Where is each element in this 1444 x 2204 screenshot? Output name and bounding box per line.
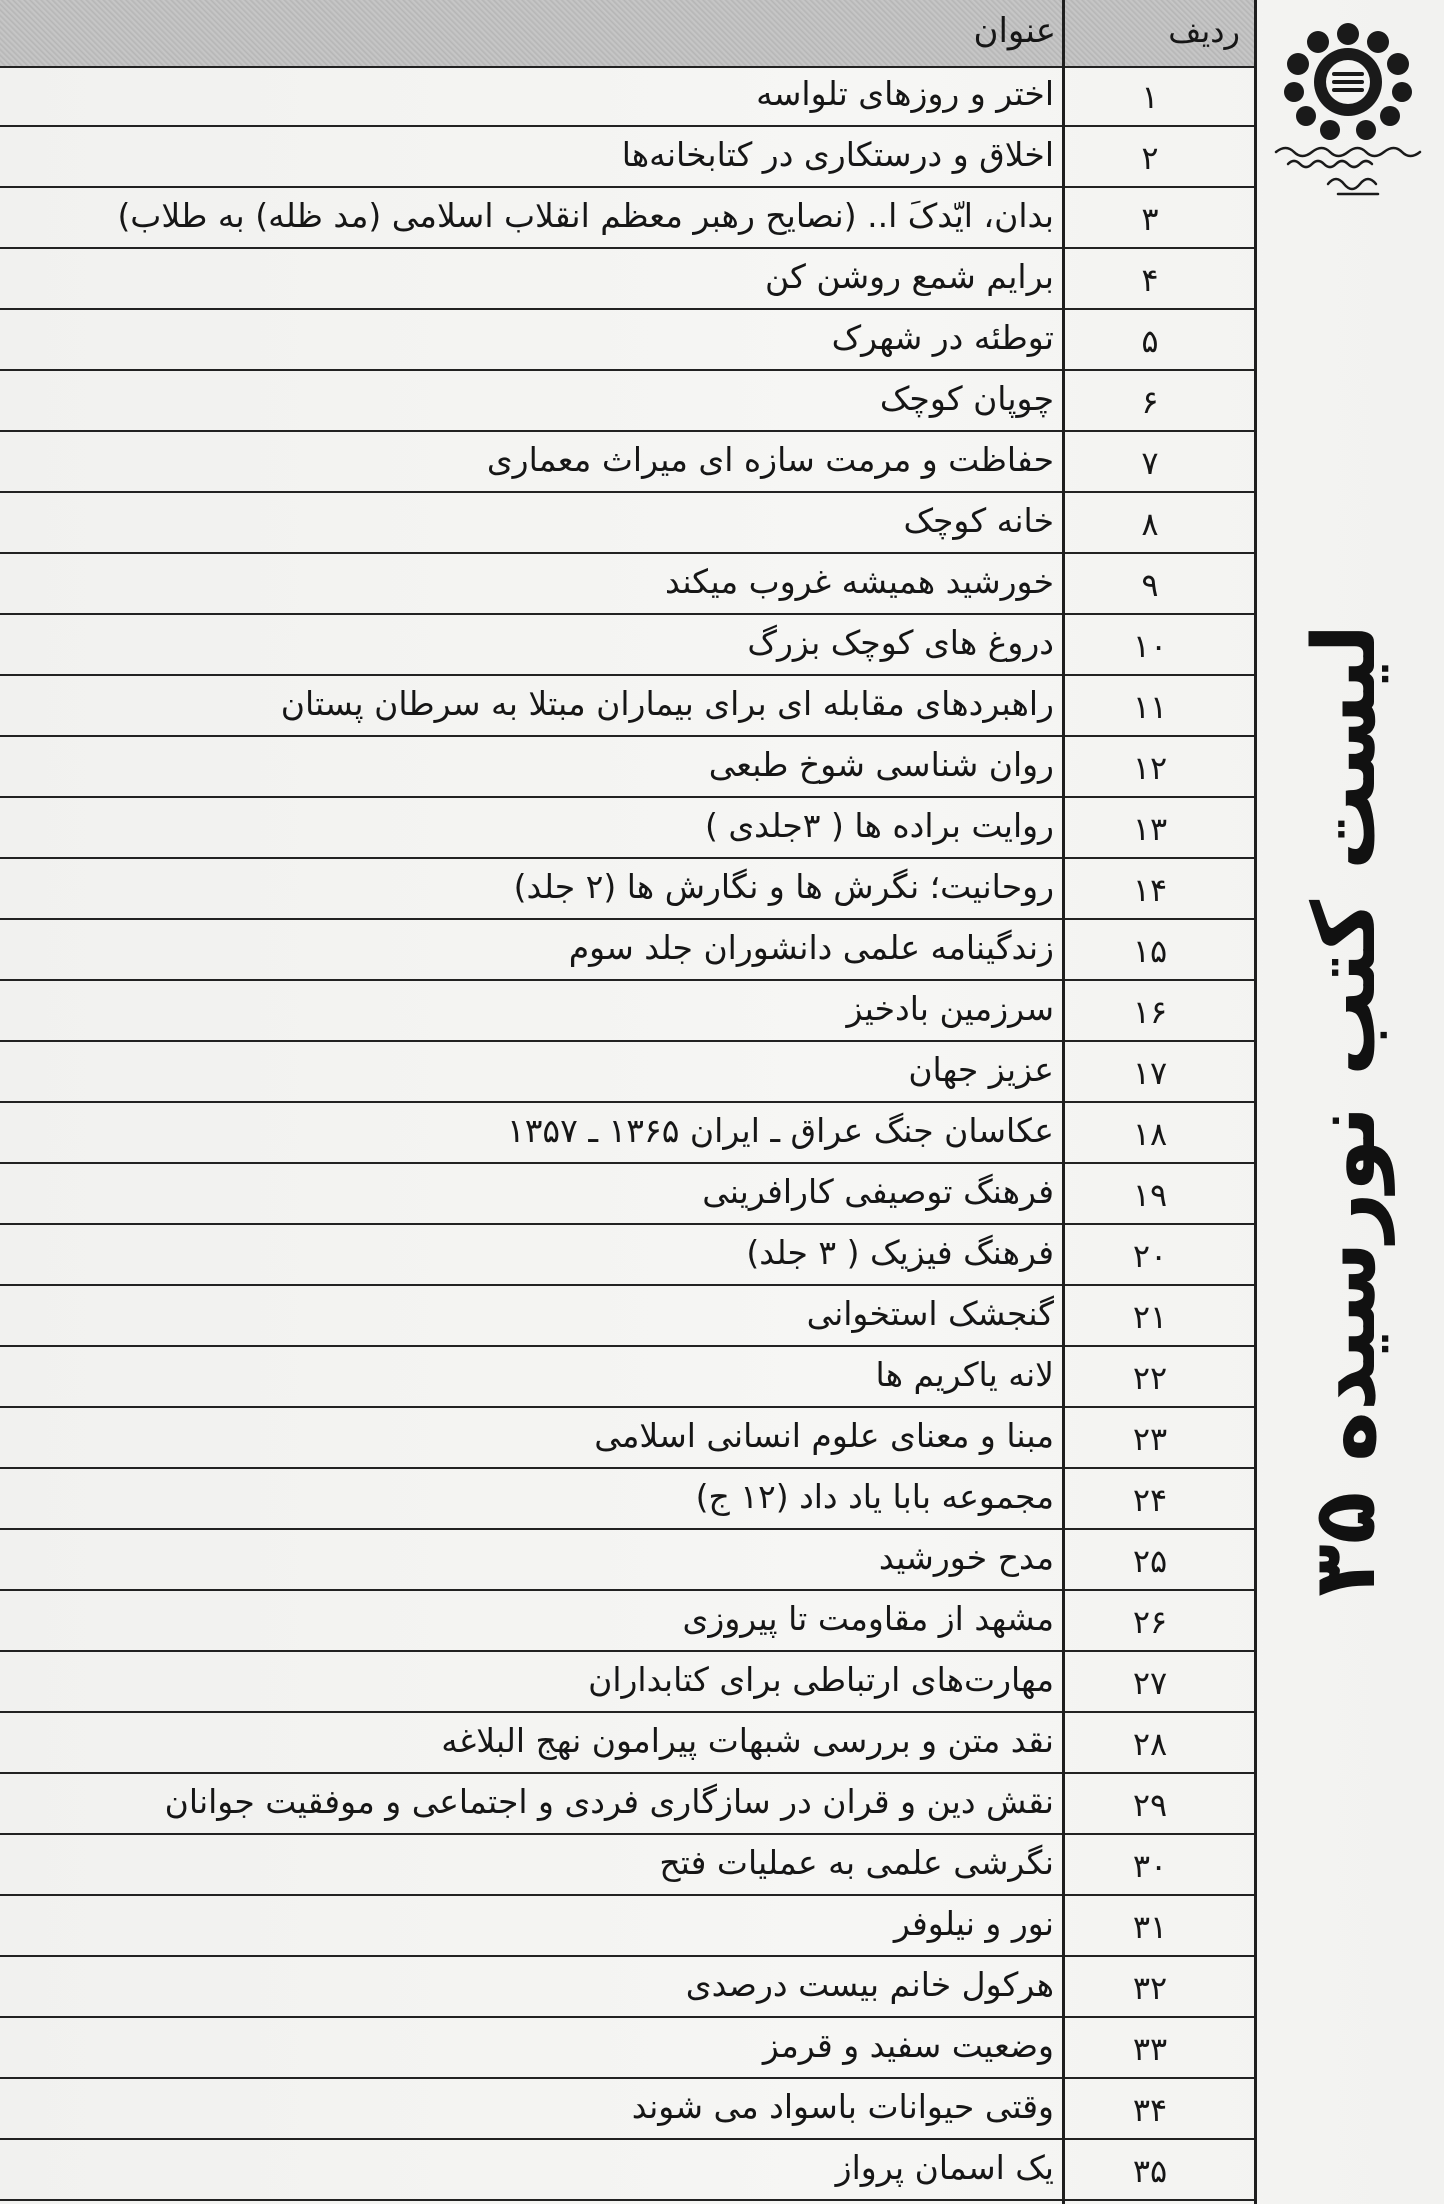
table-row: [0, 1286, 1254, 1347]
row-number: ۲۴: [1132, 1481, 1168, 1519]
book-title: مدح خورشید: [878, 1538, 1054, 1577]
table-row: [0, 737, 1254, 798]
table-row: [0, 1469, 1254, 1530]
row-number: ۲۰: [1132, 1237, 1168, 1275]
table-row: [0, 1042, 1254, 1103]
table-row: [0, 1103, 1254, 1164]
book-title: فرهنگ فیزیک ( ۳ جلد): [746, 1233, 1054, 1272]
table-row: [0, 920, 1254, 981]
row-number: ۱۸: [1132, 1115, 1168, 1153]
book-title: راهبردهای مقابله ای برای بیماران مبتلا به سرطان پستان: [280, 684, 1054, 723]
table-row: [0, 1652, 1254, 1713]
table-row: [0, 1896, 1254, 1957]
row-number: ۲۹: [1132, 1786, 1168, 1824]
row-number: ۲۱: [1132, 1298, 1168, 1336]
table-row: [0, 1408, 1254, 1469]
table-row: [0, 981, 1254, 1042]
book-title: چوپان کوچک: [879, 379, 1054, 418]
library-logo-icon: [1268, 14, 1428, 204]
row-number: ۵: [1141, 322, 1159, 360]
list-title: [1270, 623, 1420, 1597]
book-title: روحانیت؛ نگرش ها و نگارش ها (۲ جلد): [513, 867, 1054, 906]
book-title: نقد متن و بررسی شبهات پیرامون نهج البلاغه: [441, 1721, 1054, 1760]
table-row: [0, 249, 1254, 310]
row-number: ۳: [1141, 200, 1159, 238]
row-number: ۳۳: [1132, 2030, 1168, 2068]
book-title: یک اسمان پرواز: [835, 2148, 1054, 2187]
row-number: ۳۱: [1132, 1908, 1168, 1946]
book-title: دروغ های کوچک بزرگ: [747, 623, 1054, 662]
table-row: [0, 127, 1254, 188]
book-title: خانه کوچک: [903, 501, 1054, 540]
book-title: مجموعه بابا یاد داد (۱۲ ج): [695, 1477, 1054, 1516]
book-title: زندگینامه علمی دانشوران جلد سوم: [568, 928, 1054, 967]
row-number: ۱۱: [1132, 688, 1168, 726]
table-row: [0, 798, 1254, 859]
header-title-column: عنوان: [973, 11, 1056, 51]
book-title: نقش دین و قران در سازگاری فردی و اجتماعی و موفقیت جوانان: [164, 1782, 1054, 1821]
row-number: ۲۳: [1132, 1420, 1168, 1458]
row-number: ۲۶: [1132, 1603, 1168, 1641]
book-title: خورشید همیشه غروب میکند: [665, 562, 1054, 601]
table-row: [0, 1957, 1254, 2018]
row-number: ۳۵: [1132, 2152, 1168, 2190]
book-title: بدان، ایّدکَ ا.. (نصایح رهبر معظم انقلاب اسلامی (مد ظله) به طلاب): [117, 196, 1054, 235]
table-row: [0, 1225, 1254, 1286]
table-row: [0, 615, 1254, 676]
book-title: توطئه در شهرک: [831, 318, 1054, 357]
row-number: ۴: [1141, 261, 1159, 299]
row-number: ۲۷: [1132, 1664, 1168, 1702]
row-number: ۳۴: [1132, 2091, 1168, 2129]
table-row: [0, 1164, 1254, 1225]
book-title: عزیز جهان: [908, 1050, 1054, 1089]
table-row: [0, 1530, 1254, 1591]
book-title: نگرشی علمی به عملیات فتح: [659, 1843, 1054, 1882]
book-title: روایت براده ها ( ۳جلدی ): [704, 806, 1054, 845]
book-title: اختر و روزهای تلواسه: [756, 74, 1054, 113]
row-number: ۱۰: [1132, 627, 1168, 665]
row-number: ۱۷: [1132, 1054, 1168, 1092]
table-row: [0, 676, 1254, 737]
row-number: ۲۸: [1132, 1725, 1168, 1763]
book-title: گنجشک استخوانی: [806, 1294, 1054, 1333]
table-row: [0, 310, 1254, 371]
row-number: ۱: [1141, 78, 1159, 116]
row-number: ۱۹: [1132, 1176, 1168, 1214]
book-title: مهارت‌های ارتباطی برای کتابداران: [588, 1660, 1054, 1699]
table-row: [0, 2018, 1254, 2079]
row-number: ۷: [1141, 444, 1159, 482]
table-row: [0, 859, 1254, 920]
book-title: حفاظت و مرمت سازه ای میراث معماری: [486, 440, 1054, 479]
book-title: لانه یاکریم ها: [875, 1355, 1054, 1394]
book-title: مشهد از مقاومت تا پیروزی: [682, 1599, 1054, 1638]
row-number: ۱۶: [1132, 993, 1168, 1031]
table-row: [0, 554, 1254, 615]
table-row: [0, 493, 1254, 554]
table-row: [0, 1713, 1254, 1774]
book-title: وقتی حیوانات باسواد می شوند: [631, 2087, 1054, 2126]
book-title: عکاسان جنگ عراق ـ ایران ۱۳۶۵ ـ ۱۳۵۷: [506, 1111, 1054, 1150]
row-number: ۲: [1141, 139, 1159, 177]
row-number: ۳۰: [1132, 1847, 1168, 1885]
table-header: [0, 0, 1254, 68]
book-title: نور و نیلوفر: [893, 1904, 1054, 1943]
row-number: ۳۲: [1132, 1969, 1168, 2007]
table-row: [0, 371, 1254, 432]
header-number-column: ردیف: [1168, 12, 1240, 50]
book-title: اخلاق و درستکاری در کتابخانه‌ها: [621, 135, 1054, 174]
list-title-text: لیست کتب نورسیده ۳۵: [1295, 623, 1395, 1597]
book-title: وضعیت سفید و قرمز: [762, 2026, 1054, 2065]
table-row: [0, 2079, 1254, 2140]
table-row: [0, 1591, 1254, 1652]
book-title: مبنا و معنای علوم انسانی اسلامی: [594, 1416, 1054, 1455]
table-row: [0, 188, 1254, 249]
book-title: روان شناسی شوخ طبعی: [708, 745, 1054, 784]
table-row: [0, 1347, 1254, 1408]
table-row: [0, 432, 1254, 493]
book-title: فرهنگ توصیفی کارافرینی: [702, 1172, 1054, 1211]
table-row: [0, 1774, 1254, 1835]
row-number: ۶: [1141, 383, 1159, 421]
row-number: ۱۲: [1132, 749, 1168, 787]
row-number: ۲۵: [1132, 1542, 1168, 1580]
row-number: ۲۲: [1132, 1359, 1168, 1397]
book-title: سرزمین بادخیز: [846, 989, 1054, 1028]
row-number: ۹: [1141, 566, 1159, 604]
row-number: ۱۵: [1132, 932, 1168, 970]
book-title: هرکول خانم بیست درصدی: [685, 1965, 1054, 2004]
column-divider: [1062, 0, 1065, 2204]
book-title: برایم شمع روشن کن: [765, 257, 1054, 296]
table-row: [0, 2140, 1254, 2201]
row-number: ۱۳: [1132, 810, 1168, 848]
row-number: ۱۴: [1132, 871, 1168, 909]
table-row: [0, 66, 1254, 127]
row-number: ۸: [1141, 505, 1159, 543]
table-row: [0, 1835, 1254, 1896]
